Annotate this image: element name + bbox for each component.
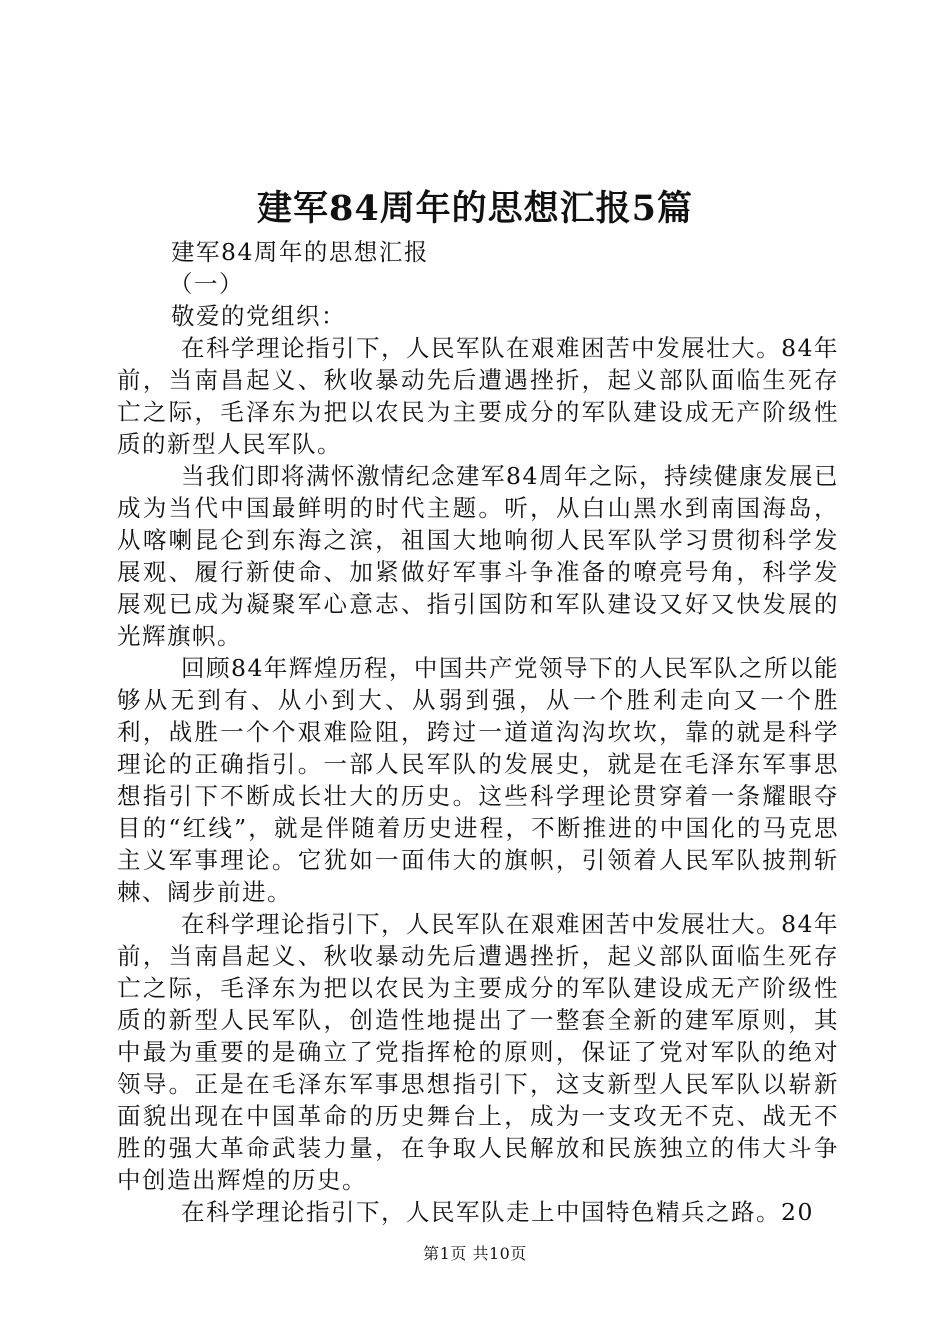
document-title: 建军84周年的思想汇报5篇 <box>256 188 694 229</box>
document-body <box>117 236 839 1228</box>
paragraph: 在科学理论指引下，人民军队走上中国特色精兵之路。20 <box>181 1198 814 1226</box>
page-footer: 第1页 共10页 <box>423 1244 527 1263</box>
document-subtitle: 建军84周年的思想汇报 <box>171 238 429 266</box>
section-marker: （一） <box>169 270 244 298</box>
paragraph: 当我们即将满怀激情纪念建军84周年之际，持续健康发展已成为当代中国最鲜明的时代主题。听，从白山黑水到南国海岛，从喀喇昆仑到东海之滨，祖国大地响彻人民军队学习贯彻科学发展观、履行新使命、加紧做好军事斗争准备的嘹亮号角，科学发展观已成为凝聚军心意志、指引国防和军队建设又好又快发展的光辉旗帜。 <box>117 462 839 650</box>
paragraph: 回顾84年辉煌历程，中国共产党领导下的人民军队之所以能够从无到有、从小到大、从弱到强，从一个胜利走向又一个胜利，战胜一个个艰难险阻，跨过一道道沟沟坎坎，靠的就是科学理论的正确指引。一部人民军队的发展史，就是在毛泽东军事思想指引下不断成长壮大的历史。这些科学理论贯穿着一条耀眼夺目的“红线”，就是伴随着历史进程，不断推进的中国化的马克思主义军事理论。它犹如一面伟大的旗帜，引领着人民军队披荆斩棘、阔步前进。 <box>117 654 839 906</box>
paragraph: 在科学理论指引下，人民军队在艰难困苦中发展壮大。84年前，当南昌起义、秋收暴动先后遭遇挫折，起义部队面临生死存亡之际，毛泽东为把以农民为主要成分的军队建设成无产阶级性质的新型人民军队。 <box>117 334 839 458</box>
paragraph: 在科学理论指引下，人民军队在艰难困苦中发展壮大。84年前，当南昌起义、秋收暴动先后遭遇挫折，起义部队面临生死存亡之际，毛泽东为把以农民为主要成分的军队建设成无产阶级性质的新型人民军队，创造性地提出了一整套全新的建军原则，其中最为重要的是确立了党指挥枪的原则，保证了党对军队的绝对领导。正是在毛泽东军事思想指引下，这支新型人民军队以崭新面貌出现在中国革命的历史舞台上，成为一支攻无不克、战无不胜的强大革命武装力量，在争取人民解放和民族独立的伟大斗争中创造出辉煌的历史。 <box>117 910 839 1194</box>
salutation: 敬爱的党组织： <box>171 302 346 330</box>
